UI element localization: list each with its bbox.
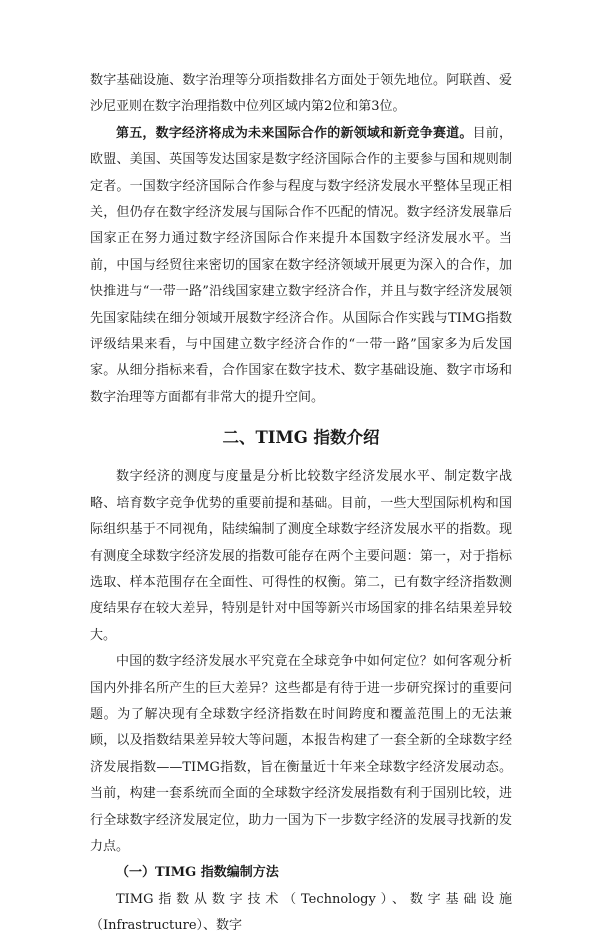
- subsection-heading: （一）TIMG 指数编制方法: [116, 865, 279, 881]
- paragraph-body: 目前，欧盟、美国、英国等发达国家是数字经济国际合作的主要参与国和规则制定者。一国数字经济国际合作参与程度与数字经济发展水平整体呈现正相关，但仍存在数字经济发展与国际合作不匹配的情况。数字经济发展靠后国家正在努力通过数字经济国际合作来提升本国数字经济发展水平。当前，中国与经贸往来密切的国家在数字经济领域开展更为深入的合作，加快推进与“一带一路”沿线国家建立数字经济合作，并且与数字经济发展领先国家陆续在细分领域开展数字经济合作。从国际合作实践与TIMG指数评级结果来看，与中国建立数字经济合作的“一带一路”国家多为后发国家。从细分指标来看，合作国家在数字技术、数字基础设施、数字市场和数字治理等方面都有非常大的提升空间。: [90, 125, 512, 405]
- paragraph-lead-sentence: 第五，数字经济将成为未来国际合作的新领域和新竞争赛道。: [116, 125, 473, 141]
- section-heading: 二、TIMG 指数介绍: [222, 428, 380, 448]
- paragraph-fifth-point: [90, 121, 512, 411]
- paragraph-continuation: 数字基础设施、数字治理等分项指数排名方面处于领先地位。阿联酋、爱沙尼亚则在数字治理指数中位列区域内第2位和第3位。: [90, 73, 512, 115]
- paragraph-timg-dimensions: TIMG指数从数字技术（Technology）、数字基础设施（Infrastructure）、数字: [90, 891, 512, 934]
- paragraph-measurement: 数字经济的测度与度量是分析比较数字经济发展水平、制定数字战略、培育数字竞争优势的重要前提和基础。目前，一些大型国际机构和国际组织基于不同视角，陆续编制了测度全球数字经济发展水平的指数。现有测度全球数字经济发展的指数可能存在两个主要问题：第一，对于指标选取、样本范围存在全面性、可得性的权衡。第二，已有数字经济指数测度结果存在较大差异，特别是针对中国等新兴市场国家的排名结果差异较大。: [90, 469, 512, 643]
- paragraph-china-position: 中国的数字经济发展水平究竟在全球竞争中如何定位？如何客观分析国内外排名所产生的巨大差异？这些都是有待于进一步研究探讨的重要问题。为了解决现有全球数字经济指数在时间跨度和覆盖范围上的无法兼顾，以及指数结果差异较大等问题，本报告构建了一套全新的全球数字经济发展指数——TIMG指数，旨在衡量近十年来全球数字经济发展动态。当前，构建一套系统而全面的全球数字经济发展指数有利于国别比较，进行全球数字经济发展定位，助力一国为下一步数字经济的发展寻找新的发力点。: [90, 654, 512, 854]
- document-page: [90, 68, 512, 940]
